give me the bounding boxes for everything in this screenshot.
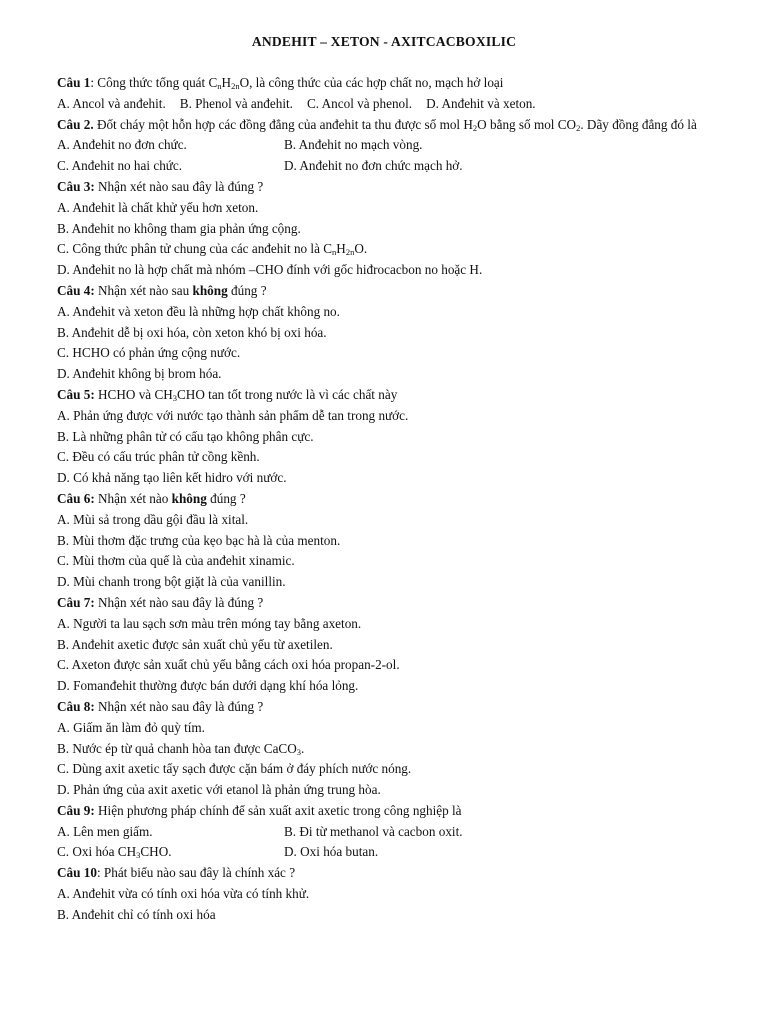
answer-option: D. Oxi hóa butan. (284, 844, 379, 860)
answer-option: D. Phản ứng của axit axetic với etanol là phản ứng trung hòa. (57, 782, 381, 798)
answer-option: B. Mùi thơm đặc trưng của kẹo bạc hà là của menton. (57, 532, 341, 548)
question-stem (57, 489, 729, 510)
answer-option: C. Axeton được sản xuất chủ yếu bằng cách oxi hóa propan-2-ol. (57, 657, 400, 673)
answer-option: A. Lên men giấm. (57, 823, 153, 839)
question-stem (57, 281, 729, 302)
question-list (57, 73, 729, 926)
answer-option: B. Nước ép từ quả chanh hòa tan được CaCO$_3$. (57, 740, 305, 757)
question-stem (57, 177, 729, 198)
answer-option: A. Người ta lau sạch sơn màu trên móng tay bằng axeton. (57, 615, 362, 631)
question-stem (57, 115, 729, 136)
answer-option: B. Phenol và anđehit. (179, 95, 293, 111)
options-row (57, 822, 729, 843)
question-number: Câu 8: (57, 698, 95, 714)
answer-option: B. Là những phân tử có cấu tạo không phân cực. (57, 428, 314, 444)
question-number: Câu 4: (57, 282, 95, 298)
options-row (57, 94, 729, 115)
question-text: Hiện phương pháp chính để sản xuất axit axetic trong công nghiệp là (94, 802, 462, 818)
answer-option: D. Có khả năng tạo liên kết hidro với nước. (57, 470, 287, 486)
question-text: Nhận xét nào sau đây là đúng ? (94, 698, 264, 714)
answer-option: C. Dùng axit axetic tẩy sạch được cặn bám ở đáy phích nước nóng. (57, 761, 412, 777)
answer-option: A. Anđehit vừa có tính oxi hóa vừa có tính khử. (57, 886, 310, 902)
answer-option: C. Đều có cấu trúc phân tử cồng kềnh. (57, 449, 260, 465)
answer-option: B. Anđehit dễ bị oxi hóa, còn xeton khó bị oxi hóa. (57, 324, 327, 340)
question-number: Câu 9: (57, 802, 95, 818)
answer-option: C. Mùi thơm của quế là của anđehit xinamic. (57, 553, 295, 569)
answer-option: A. Giấm ăn làm đỏ quỳ tím. (57, 719, 205, 735)
options-row (57, 842, 729, 863)
answer-option: C. Công thức phân tử chung của các anđehit no là $C_nH_{2n}O$. (57, 241, 368, 258)
question-text: Nhận xét nào không đúng ? (94, 490, 246, 506)
question-stem (57, 801, 729, 822)
answer-option: B. Anđehit axetic được sản xuất chủ yếu từ axetilen. (57, 636, 333, 652)
answer-option: D. Anđehit no là hợp chất mà nhóm –CHO đính với gốc hiđrocacbon no hoặc H. (57, 262, 483, 278)
answer-option: B. Anđehit no không tham gia phản ứng cộng. (57, 220, 301, 236)
question-text: Đốt cháy một hỗn hợp các đồng đẳng của anđehit ta thu được số mol $H_2O$ bằng số mol $CO_2$. Dãy đồng đẳng đó là (93, 116, 697, 133)
answer-option: D. Anđehit không bị brom hóa. (57, 366, 222, 382)
options-row (57, 135, 729, 156)
answer-option: D. Anđehit no đơn chức mạch hở. (284, 158, 463, 174)
answer-option: C. HCHO có phản ứng cộng nước. (57, 345, 241, 361)
question-number: Câu 10 (57, 865, 97, 881)
question-stem (57, 593, 729, 614)
question-text: Nhận xét nào sau không đúng ? (94, 282, 267, 298)
answer-option: D. Fomanđehit thường được bán dưới dạng khí hóa lỏng. (57, 678, 359, 694)
answer-option: B. Anđehit no mạch vòng. (284, 137, 423, 153)
question-number: Câu 2. (57, 116, 94, 132)
question-text: : Phát biểu nào sau đây là chính xác ? (96, 865, 296, 881)
question-number: Câu 6: (57, 490, 95, 506)
answer-option: B. Đi từ methanol và cacbon oxit. (284, 823, 463, 839)
answer-option: A. Anđehit no đơn chức. (57, 137, 187, 153)
answer-option: D. Anđehit và xeton. (426, 95, 536, 111)
question-stem (57, 385, 729, 406)
question-number: Câu 7: (57, 594, 95, 610)
answer-option: A. Anđehit và xeton đều là những hợp chất không no. (57, 303, 340, 319)
answer-option: C. Anđehit no hai chức. (57, 158, 183, 174)
answer-option: A. Mùi sả trong dầu gội đầu là xital. (57, 511, 249, 527)
question-text: HCHO và $CH_3CHO$ tan tốt trong nước là vì các chất này (94, 386, 398, 403)
question-stem (57, 73, 729, 94)
answer-option: A. Phản ứng được với nước tạo thành sản phẩm dễ tan trong nước. (57, 407, 409, 423)
answer-option: A. Ancol và anđehit. (57, 95, 166, 111)
answer-option: A. Anđehit là chất khử yếu hơn xeton. (57, 199, 259, 215)
question-text: : Công thức tổng quát $C_nH_{2n}O$, là công thức của các hợp chất no, mạch hở loại (90, 75, 504, 91)
page-title: ANDEHIT – XETON - AXITCACBOXILIC (251, 34, 517, 49)
question-number: Câu 5: (57, 386, 95, 402)
answer-option: C. Ancol và phenol. (306, 95, 413, 111)
question-number: Câu 1 (57, 75, 91, 90)
question-text: Nhận xét nào sau đây là đúng ? (94, 594, 264, 610)
answer-option: D. Mùi chanh trong bột giặt là của vanillin. (57, 574, 286, 590)
question-stem (57, 697, 729, 718)
question-text: Nhận xét nào sau đây là đúng ? (94, 178, 264, 194)
question-stem (57, 863, 729, 884)
options-row (57, 156, 729, 177)
question-number: Câu 3: (57, 178, 95, 194)
answer-option: C. Oxi hóa $CH_3CHO$. (57, 844, 172, 861)
answer-option: B. Anđehit chỉ có tính oxi hóa (57, 906, 216, 922)
